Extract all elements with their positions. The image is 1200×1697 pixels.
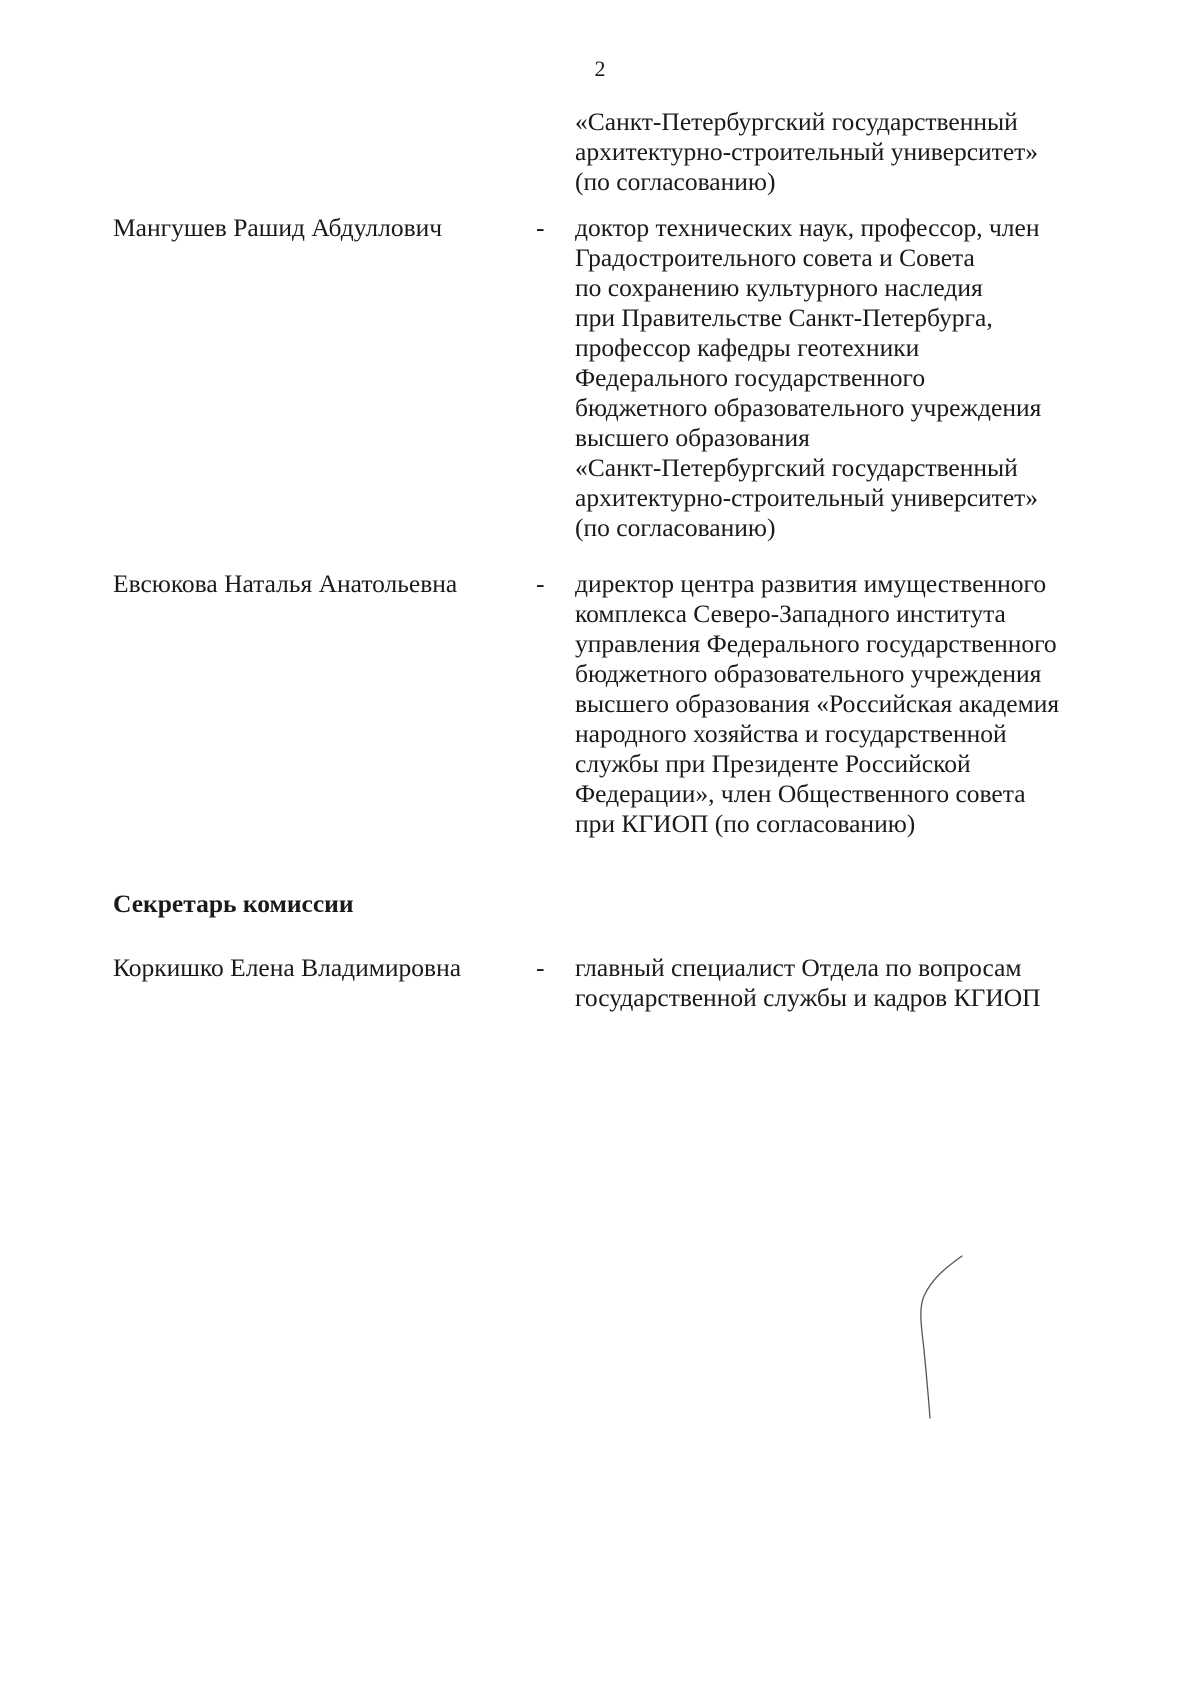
description-line: государственной службы и кадров КГИОП bbox=[575, 983, 1041, 1012]
description-line: Федерации», член Общественного совета bbox=[575, 779, 1026, 808]
signature-mark bbox=[910, 1250, 970, 1430]
dash-separator: - bbox=[536, 213, 545, 242]
description-line: архитектурно-строительный университет» bbox=[575, 137, 1039, 166]
description-line: доктор технических наук, профессор, член bbox=[575, 213, 1040, 242]
page-number: 2 bbox=[594, 56, 606, 81]
description-line: народного хозяйства и государственной bbox=[575, 719, 1007, 748]
dash-separator: - bbox=[536, 953, 545, 982]
member-name: Мангушев Рашид Абдуллович bbox=[113, 213, 443, 242]
description-line: высшего образования «Российская академия bbox=[575, 689, 1060, 718]
description-line: «Санкт-Петербургский государственный bbox=[575, 453, 1018, 482]
description-line: профессор кафедры геотехники bbox=[575, 333, 920, 362]
description-line: комплекса Северо-Западного института bbox=[575, 599, 1006, 628]
description-line: службы при Президенте Российской bbox=[575, 749, 971, 778]
description-line: управления Федерального государственного bbox=[575, 629, 1057, 658]
description-line: по сохранению культурного наследия bbox=[575, 273, 983, 302]
description-line: высшего образования bbox=[575, 423, 810, 452]
description-line: при КГИОП (по согласованию) bbox=[575, 809, 916, 838]
section-heading: Секретарь комиссии bbox=[113, 889, 354, 918]
description-line: (по согласованию) bbox=[575, 513, 776, 542]
description-line: главный специалист Отдела по вопросам bbox=[575, 953, 1022, 982]
member-name: Евсюкова Наталья Анатольевна bbox=[113, 569, 458, 598]
description-line: «Санкт-Петербургский государственный bbox=[575, 107, 1018, 136]
description-line: бюджетного образовательного учреждения bbox=[575, 659, 1042, 688]
dash-separator: - bbox=[536, 569, 545, 598]
description-line: архитектурно-строительный университет» bbox=[575, 483, 1039, 512]
description-line: при Правительстве Санкт-Петербурга, bbox=[575, 303, 993, 332]
member-name: Коркишко Елена Владимировна bbox=[113, 953, 462, 982]
description-line: директор центра развития имущественного bbox=[575, 569, 1047, 598]
description-line: бюджетного образовательного учреждения bbox=[575, 393, 1042, 422]
description-line: (по согласованию) bbox=[575, 167, 776, 196]
description-line: Федерального государственного bbox=[575, 363, 926, 392]
description-line: Градостроительного совета и Совета bbox=[575, 243, 975, 272]
